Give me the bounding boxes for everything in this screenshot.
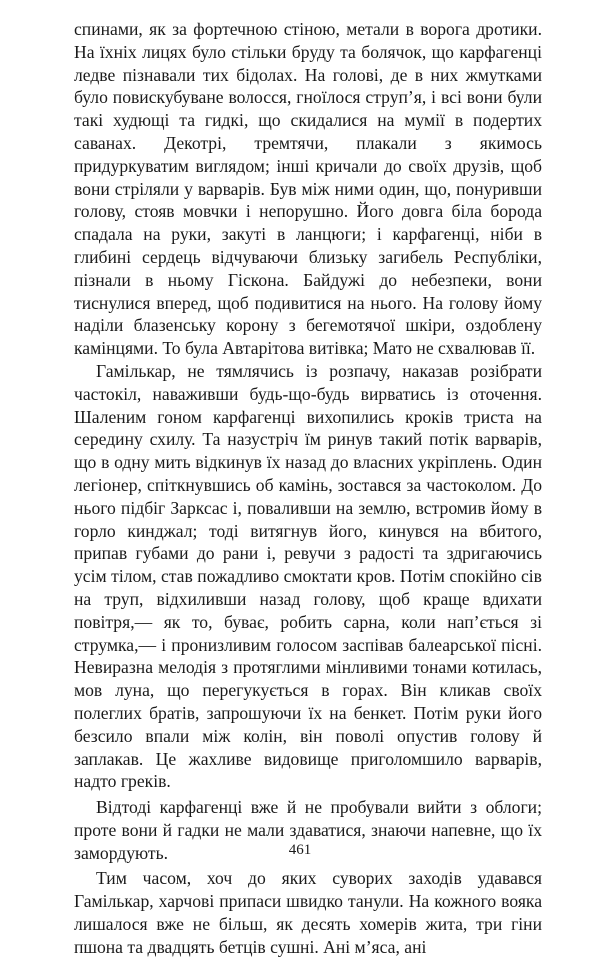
page-number: 461 — [288, 842, 312, 858]
paragraph-3: Відтоді карфагенці вже й не пробували вийти з облоги; проте вони й гадки не мали здаватися, знаючи напевне, що їх замордують. — [74, 797, 542, 863]
page-body — [74, 18, 542, 959]
paragraph-2: Гамількар, не тямлячись із розпачу, наказав розібрати частокіл, наваживши будь-що-будь вирватись із оточення. Шаленим гоном карфагенці вихопились кроків триста на середину схилу. Та назустріч їм ринув такий потік варварів, що в одну мить відкинув їх назад до власних укріплень. Один легіонер, спіткнувшись об камінь, зостався за частоколом. До нього підбіг Зарксас і, поваливши на землю, встромив йому в горло кинджал; тоді витягнув його, кинувся на вбитого, припав губами до рани і, ревучи з радості та здригаючись усім тілом, став пожадливо смоктати кров. Потім спокійно сів на труп, відхиливши назад голову, щоб краще вдихати повітря,— як то, буває, робить сарна, коли нап’ється зі струмка,— і пронизливим голосом заспівав балеарської пісні. Невиразна мелодія з протяглими мінливими тонами котилась, мов луна, що перегукується в горах. Він кликав своїх полеглих братів, запрошуючи їх на бенкет. Потім руки його безсило впали між колін, він поволі опустив голову й заплакав. Це жахливе видовище приголомшило варварів, надто греків. — [74, 360, 542, 792]
paragraph-4: Тим часом, хоч до яких суворих заходів удавався Гамількар, харчові припаси швидко танули. На кожного вояка лишалося вже не більш, як десять хомерів жита, три гіни пшона та двадцять бетців сушні. Ані м’яса, ані — [74, 868, 542, 957]
paragraph-1: спинами, як за фортечною стіною, метали в ворога дротики. На їхніх лицях було стільки бруду та болячок, що карфагенці ледве пізнавали тих бідолах. На голові, де в них жмутками було повискубуване волосся, гноїлося струп’я, і всі вони були такі худющі та гидкі, що скидалися на мумії в подертих саванах. Декотрі, тремтячи, плакали з якимось придуркуватим виглядом; інші кричали до своїх друзів, щоб вони стріляли у варварів. Був між ними один, що, понуривши голову, стояв мовчки і непорушно. Його довга біла борода спадала на руки, закуті в ланцюги; і карфагенці, ніби в глибині сердець відчуваючи близьку загибель Республіки, пізнали в ньому Гіскона. Байдужі до небезпеки, вони тиснулися вперед, щоб подивитися на нього. На голову йому наділи блазенську корону з бегемотячої шкіри, оздоблену камінцями. То була Автарітова витівка; Мато не схвалював її. — [74, 19, 542, 359]
